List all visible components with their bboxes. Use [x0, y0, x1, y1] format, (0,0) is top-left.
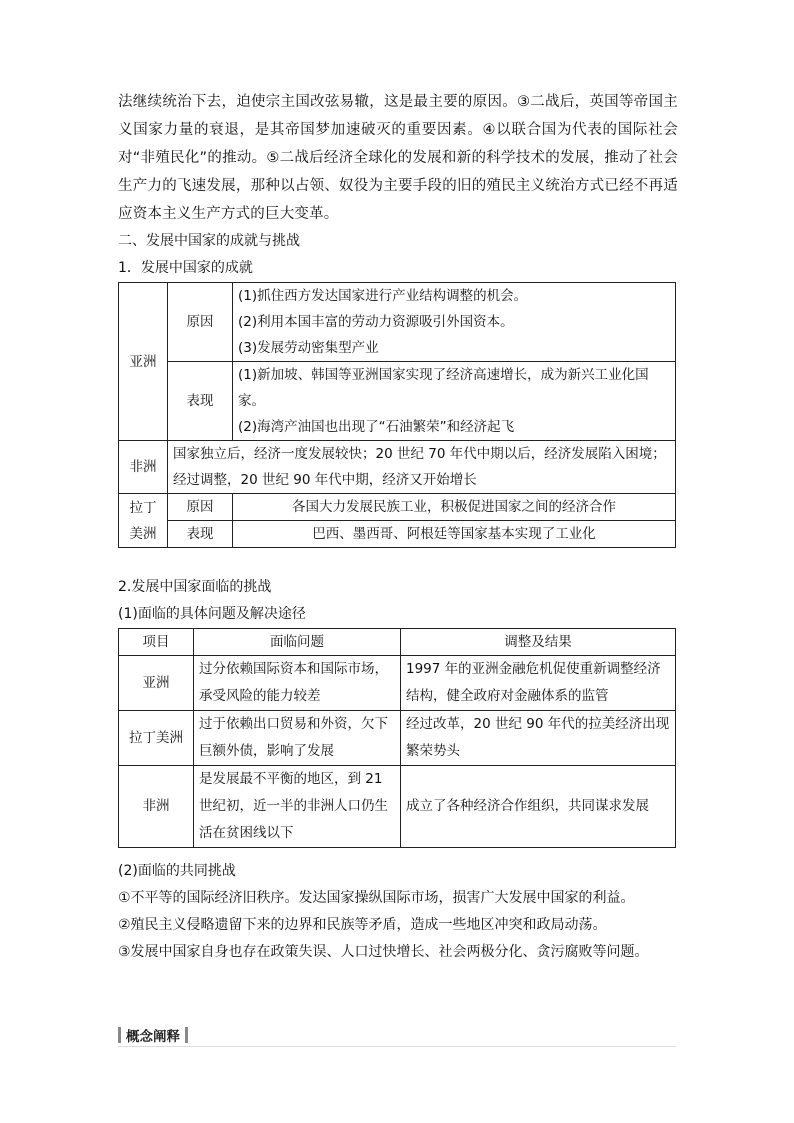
table-row — [119, 766, 676, 848]
achievements-table — [118, 282, 676, 548]
table-row — [119, 656, 676, 711]
challenges-table — [118, 628, 676, 848]
row-region: 亚洲 — [119, 656, 194, 711]
row-result: 经过改革，20 世纪 90 年代的拉美经济出现繁荣势头 — [401, 711, 676, 766]
asia-reason-item: (3)发展劳动密集型产业 — [238, 340, 379, 356]
row-result: 1997 年的亚洲金融危机促使重新调整经济结构，健全政府对金融体系的监管 — [401, 656, 676, 711]
row-problem: 过于依赖出口贸易和外资，欠下巨额外债，影响了发展 — [194, 711, 401, 766]
concept-bar-right — [185, 1027, 188, 1043]
asia-reason-label: 原因 — [168, 283, 233, 362]
row-problem: 是发展最不平衡的地区，到 21 世纪初，近一半的非洲人口仍生活在贫困线以下 — [194, 766, 401, 848]
row-region: 拉丁美洲 — [119, 711, 194, 766]
asia-perf-cell — [233, 362, 676, 441]
subheading-common-challenges: (2)面临的共同挑战 — [118, 863, 236, 879]
asia-reason-item: (2)利用本国丰富的劳动力资源吸引外国资本。 — [238, 314, 514, 330]
asia-reason-item: (1)抓住西方发达国家进行产业结构调整的机会。 — [238, 288, 528, 304]
latam-perf-label: 表现 — [168, 521, 233, 548]
intro-paragraph: 法继续统治下去，迫使宗主国改弦易辙，这是最主要的原因。③二战后，英国等帝国主义国家力量的衰退，是其帝国梦加速破灭的重要因素。④以联合国为代表的国际社会对“非殖民化”的推动。⑤二战后经济全球化的发展和新的科学技术的发展，推动了社会生产力的飞速发展，那种以占领、奴役为主要手段的旧的殖民主义统治方式已经不再适应资本主义生产方式的巨大变革。 — [118, 94, 678, 222]
subheading-challenges: 2.发展中国家面临的挑战 — [118, 579, 272, 595]
latam-perf: 巴西、墨西哥、阿根廷等国家基本实现了工业化 — [233, 521, 676, 548]
latam-reason: 各国大力发展民族工业，积极促进国家之间的经济合作 — [233, 494, 676, 521]
concept-section-header — [118, 1024, 676, 1047]
table-row — [119, 711, 676, 766]
subheading-achievements: 1．发展中国家的成就 — [118, 260, 253, 276]
asia-reasons-cell — [233, 283, 676, 362]
region-latam — [119, 494, 168, 548]
asia-perf-item: (2)海湾产油国也出现了“石油繁荣”和经济起飞 — [238, 419, 515, 435]
latam-reason-label: 原因 — [168, 494, 233, 521]
latam-label-line: 美洲 — [129, 525, 157, 542]
concept-label: 概念阐释 — [126, 1029, 180, 1045]
challenge-item: ③发展中国家自身也存在政策失误、人口过快增长、社会两极分化、贪污腐败等问题。 — [118, 944, 649, 960]
concept-bar-left — [118, 1027, 121, 1043]
header-result: 调整及结果 — [401, 629, 676, 656]
row-problem: 过分依赖国际资本和国际市场，承受风险的能力较差 — [194, 656, 401, 711]
row-region: 非洲 — [119, 766, 194, 848]
africa-text: 国家独立后，经济一度发展较快；20 世纪 70 年代中期以后，经济发展陷入困境；经过调整，20 世纪 90 年代中期，经济又开始增长 — [168, 441, 676, 494]
section-heading: 二、发展中国家的成就与挑战 — [118, 233, 300, 249]
row-result: 成立了各种经济合作组织，共同谋求发展 — [401, 766, 676, 848]
region-asia: 亚洲 — [119, 283, 168, 441]
challenge-item: ①不平等的国际经济旧秩序。发达国家操纵国际市场，损害广大发展中国家的利益。 — [118, 890, 635, 906]
asia-perf-item: (1)新加坡、韩国等亚洲国家实现了经济高速增长，成为新兴工业化国家。 — [238, 367, 649, 409]
challenge-item: ②殖民主义侵略遗留下来的边界和民族等矛盾，造成一些地区冲突和政局动荡。 — [118, 917, 607, 933]
latam-label-line: 拉丁 — [129, 499, 157, 516]
region-africa: 非洲 — [119, 441, 168, 494]
header-item: 项目 — [119, 629, 194, 656]
header-problem: 面临问题 — [194, 629, 401, 656]
document-body — [118, 88, 678, 966]
asia-perf-label: 表现 — [168, 362, 233, 441]
subheading-specific-problems: (1)面临的具体问题及解决途径 — [118, 606, 306, 622]
